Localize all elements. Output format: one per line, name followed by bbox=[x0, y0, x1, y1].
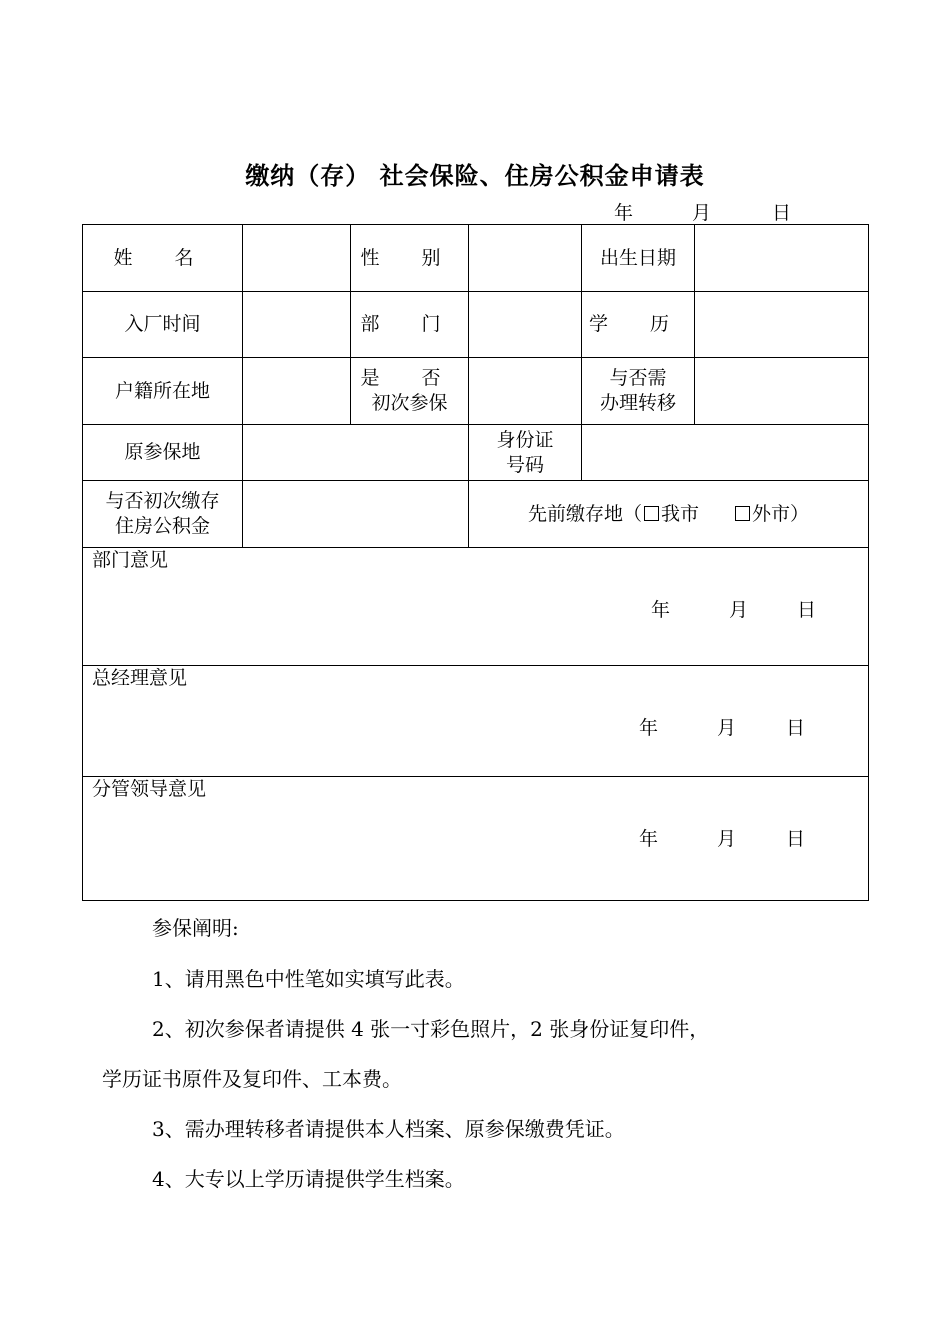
label-name: 姓 名 bbox=[83, 225, 243, 292]
field-department[interactable] bbox=[469, 292, 582, 358]
notes-heading: 参保阐明: bbox=[152, 916, 239, 940]
label-first-fund: 与否初次缴存 住房公积金 bbox=[83, 481, 243, 548]
opinion-general-manager-month: 月 bbox=[717, 717, 737, 739]
field-original-insured-place[interactable] bbox=[243, 425, 469, 481]
date-month-label: 月 bbox=[692, 202, 712, 224]
field-first-fund[interactable] bbox=[243, 481, 469, 548]
previous-place-label: 先前缴存地（ bbox=[527, 502, 642, 525]
opinion-leader-year: 年 bbox=[639, 828, 659, 850]
opinion-department-year: 年 bbox=[651, 599, 671, 621]
opinion-leader-day: 日 bbox=[786, 828, 806, 850]
label-original-insured-place: 原参保地 bbox=[83, 425, 243, 481]
opinion-department-month: 月 bbox=[729, 599, 749, 621]
label-entry-time: 入厂时间 bbox=[83, 292, 243, 358]
opinion-leader[interactable] bbox=[83, 777, 869, 901]
date-day-label: 日 bbox=[772, 202, 792, 224]
page-title: 缴纳（存） 社会保险、住房公积金申请表 bbox=[245, 162, 705, 190]
opinion-leader-label: 分管领导意见 bbox=[92, 778, 207, 800]
note-item: 1、请用黑色中性笔如实填写此表。 bbox=[152, 967, 465, 991]
previous-place-cell bbox=[469, 481, 869, 548]
label-first-insured: 是 否 初次参保 bbox=[351, 358, 469, 425]
opinion-department[interactable] bbox=[83, 548, 869, 666]
label-transfer: 与否需 办理转移 bbox=[582, 358, 695, 425]
opinion-department-day: 日 bbox=[797, 599, 817, 621]
field-name[interactable] bbox=[243, 225, 351, 292]
field-id-number[interactable] bbox=[582, 425, 869, 481]
note-item: 学历证书原件及复印件、工本费。 bbox=[102, 1067, 402, 1091]
opinion-department-label: 部门意见 bbox=[92, 549, 169, 571]
field-education[interactable] bbox=[695, 292, 869, 358]
label-household-location: 户籍所在地 bbox=[83, 358, 243, 425]
field-first-insured[interactable] bbox=[469, 358, 582, 425]
checkbox-local[interactable] bbox=[644, 506, 659, 521]
option-local-label: 我市 bbox=[660, 502, 699, 525]
application-form-table bbox=[82, 224, 869, 901]
note-item: 2、初次参保者请提供 4 张一寸彩色照片，2 张身份证复印件， bbox=[152, 1017, 710, 1041]
option-other-label: 外市） bbox=[752, 502, 810, 525]
field-entry-time[interactable] bbox=[243, 292, 351, 358]
field-household-location[interactable] bbox=[243, 358, 351, 425]
date-year-label: 年 bbox=[614, 202, 634, 224]
field-birth-date[interactable] bbox=[695, 225, 869, 292]
opinion-leader-month: 月 bbox=[717, 828, 737, 850]
opinion-general-manager-day: 日 bbox=[786, 717, 806, 739]
checkbox-other[interactable] bbox=[735, 506, 750, 521]
label-id-number: 身份证 号码 bbox=[469, 425, 582, 481]
field-transfer[interactable] bbox=[695, 358, 869, 425]
label-gender: 性 别 bbox=[351, 225, 469, 292]
label-birth-date: 出生日期 bbox=[582, 225, 695, 292]
opinion-general-manager[interactable] bbox=[83, 666, 869, 777]
note-item: 3、需办理转移者请提供本人档案、原参保缴费凭证。 bbox=[152, 1117, 625, 1141]
label-department: 部 门 bbox=[351, 292, 469, 358]
field-gender[interactable] bbox=[469, 225, 582, 292]
opinion-general-manager-year: 年 bbox=[639, 717, 659, 739]
opinion-general-manager-label: 总经理意见 bbox=[92, 667, 188, 689]
label-education: 学 历 bbox=[582, 292, 695, 358]
note-item: 4、大专以上学历请提供学生档案。 bbox=[152, 1167, 465, 1191]
